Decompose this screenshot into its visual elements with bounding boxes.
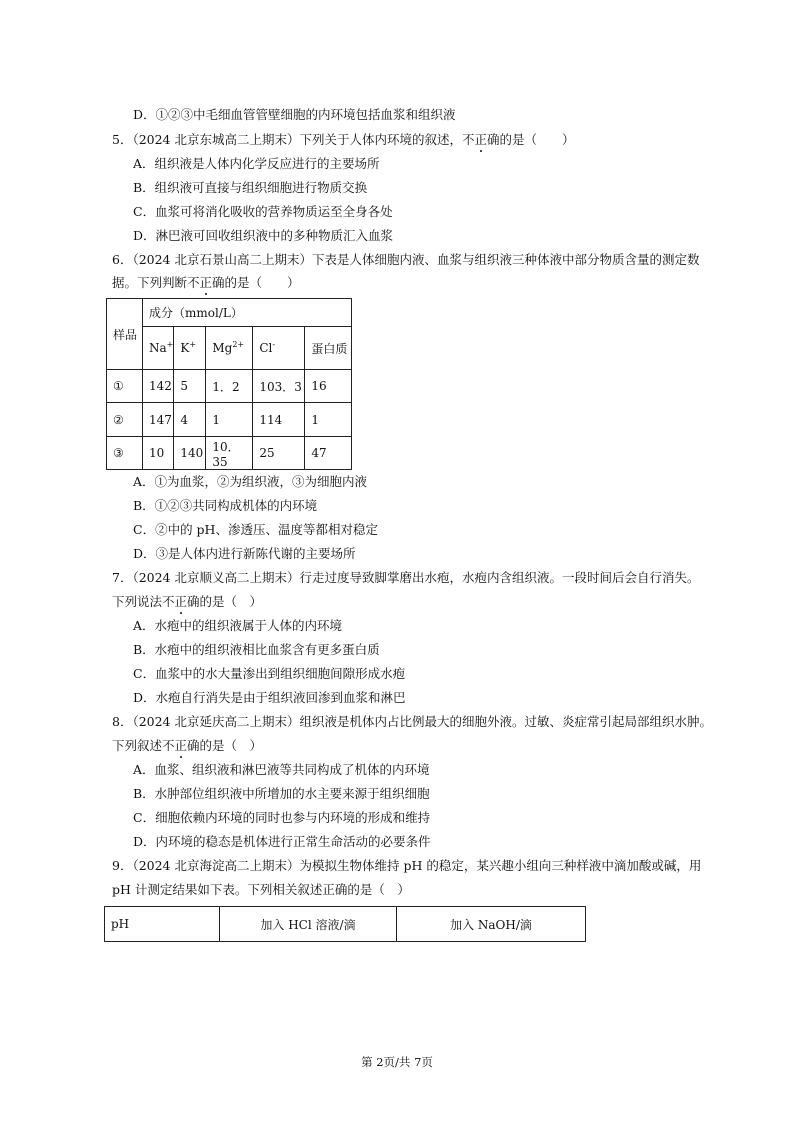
q5-option-b: B．组织液可直接与组织细胞进行物质交换 [133,180,368,195]
q6-emphasis: 不正确 [187,275,225,290]
q5-option-d: D．淋巴液可回收组织液中的多种物质汇入血浆 [133,228,394,243]
q5-option-a: A．组织液是人体内化学反应进行的主要场所 [133,156,380,171]
ph-header: pH [105,907,220,942]
q8-option-a: A．血浆、组织液和淋巴液等共同构成了机体的内环境 [133,762,430,777]
col-header-mg: $Mg^{2+}$ [206,327,253,370]
col-header-k: K+ [174,327,206,370]
component-header: 成分（mmol/L） [143,299,352,327]
q6-option-c: C．②中的 pH、渗透压、温度等都相对稳定 [133,522,378,537]
q8-stem-line2: 下列叙述不正确的是（ ） [112,738,263,753]
table-row: ② 147 4 1 114 1 [107,403,352,437]
q8-option-d: D．内环境的稳态是机体进行正常生命活动的必要条件 [133,834,431,849]
q6-option-b: B．①②③共同构成机体的内环境 [133,498,318,513]
col-header-cl: Cl- [253,327,305,370]
q6-option-d: D．③是人体内进行新陈代谢的主要场所 [133,546,356,561]
q6-stem-line2: 据。下列判断不正确的是（ ） [112,275,300,290]
q8-option-c: C．细胞依赖内环境的同时也参与内环境的形成和维持 [133,810,431,825]
q7-option-a: A．水疱中的组织液属于人体的内环境 [133,618,343,633]
col-header-protein: 蛋白质 [305,327,352,370]
col-header-na: Na+ [143,327,174,370]
table-row: ③ 10 140 10．35 25 47 [107,437,352,470]
q9-stem-line1: 9．（2024 北京海淀高二上期末）为模拟生物体维持 pH 的稳定，某兴趣小组向三种样液中滴加酸或碱，用 [112,858,702,873]
q9-stem-line2: pH 计测定结果如下表。下列相关叙述正确的是（ ） [112,882,410,897]
hcl-header: 加入 HCl 溶液/滴 [220,907,397,942]
q6-option-a: A．①为血浆，②为组织液，③为细胞内液 [133,474,368,489]
q8-stem-line1: 8．（2024 北京延庆高二上期末）组织液是机体内占比例最大的细胞外液。过敏、炎症常引起局部组织水肿。 [112,714,712,729]
q5-emphasis: 不正确 [462,132,500,147]
q7-stem-line2: 下列说法不正确的是（ ） [112,594,263,609]
q9-ph-table [104,906,586,942]
q7-emphasis: 不正确 [162,594,200,609]
q8-emphasis: 不正确 [162,738,200,753]
q5-option-c: C．血浆可将消化吸收的营养物质运至全身各处 [133,204,393,219]
prev-option-d: D．①②③中毛细血管管壁细胞的内环境包括血浆和组织液 [133,107,456,122]
sample-header: 样品 [107,299,143,370]
q5-stem: 5．（2024 北京东城高二上期末）下列关于人体内环境的叙述，不正确的是（ ） [112,132,575,147]
page-footer: 第 2页/共 7页 [361,1055,433,1069]
q7-option-c: C．血浆中的水大量渗出到组织细胞间隙形成水疱 [133,666,406,681]
q7-option-d: D．水疱自行消失是由于组织液回渗到血浆和淋巴 [133,690,406,705]
q7-stem-line1: 7．（2024 北京顺义高二上期末）行走过度导致脚掌磨出水疱，水疱内含组织液。一段时间后会自行消失。 [112,570,700,585]
q6-stem-line1: 6．（2024 北京石景山高二上期末）下表是人体细胞内液、血浆与组织液三种体液中部分物质含量的测定数 [112,252,700,267]
q7-option-b: B．水疱中的组织液相比血浆含有更多蛋白质 [133,642,380,657]
q8-option-b: B．水肿部位组织液中所增加的水主要来源于组织细胞 [133,786,430,801]
q6-data-table [106,298,352,470]
naoh-header: 加入 NaOH/滴 [397,907,586,942]
table-row: ① 142 5 1．2 103．3 16 [107,370,352,403]
